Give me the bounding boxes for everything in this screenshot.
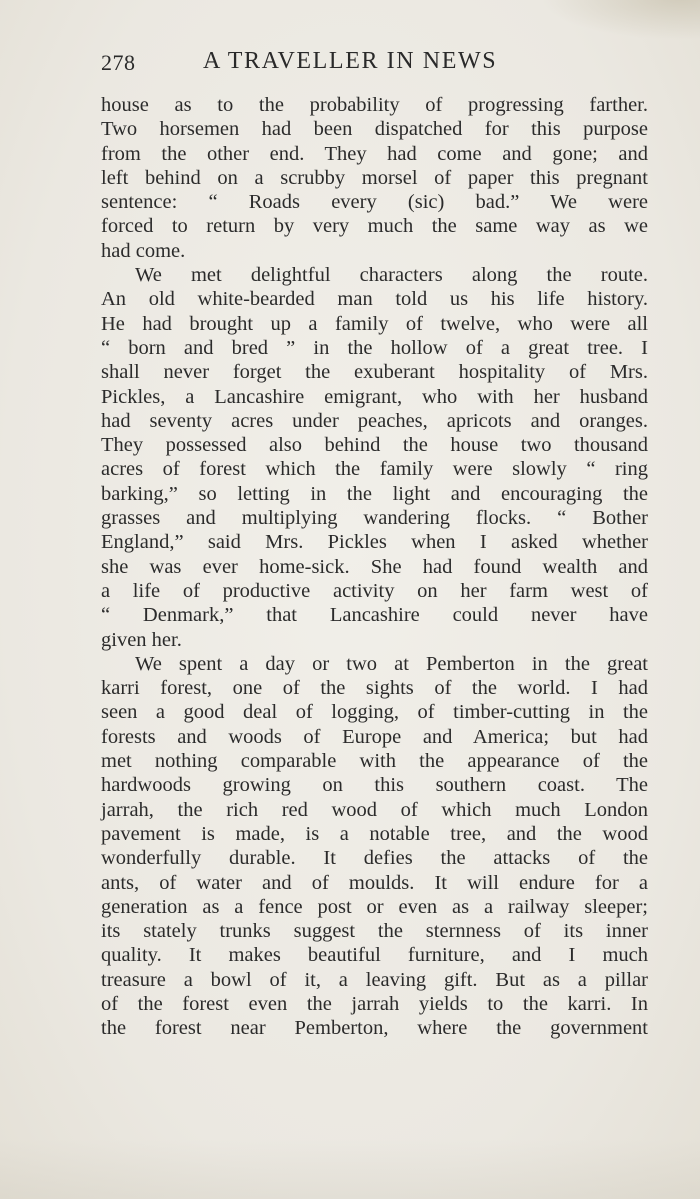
text-line: its stately trunks suggest the sternness of its inner bbox=[101, 920, 648, 943]
text-line: sentence: “ Roads every (sic) bad.” We were bbox=[101, 191, 648, 214]
text-line: hardwoods growing on this southern coast. The bbox=[101, 774, 648, 797]
text-line: Two horsemen had been dispatched for this purpose bbox=[101, 118, 648, 141]
text-line: forced to return by very much the same way as we bbox=[101, 215, 648, 238]
text-line: forests and woods of Europe and America; but had bbox=[101, 725, 648, 748]
page-shadow bbox=[0, 1139, 700, 1199]
text-line: acres of forest which the family were slowly “ ring bbox=[101, 458, 648, 481]
text-line: They possessed also behind the house two thousand bbox=[101, 434, 648, 457]
text-line: We spent a day or two at Pemberton in the great bbox=[135, 652, 648, 675]
running-head bbox=[101, 46, 651, 78]
text-line: met nothing comparable with the appearance of the bbox=[101, 750, 648, 773]
text-line: barking,” so letting in the light and encouraging the bbox=[101, 482, 648, 505]
text-line: left behind on a scrubby morsel of paper this pregnant bbox=[101, 166, 648, 189]
text-line: given her. bbox=[101, 628, 182, 651]
text-line: seen a good deal of logging, of timber-cutting in the bbox=[101, 701, 648, 724]
text-line: An old white-bearded man told us his life history. bbox=[101, 288, 648, 311]
text-line: treasure a bowl of it, a leaving gift. But as a pillar bbox=[101, 968, 648, 991]
text-line: Pickles, a Lancashire emigrant, who with her husband bbox=[101, 385, 648, 408]
text-line: she was ever home-sick. She had found wealth and bbox=[101, 555, 648, 578]
page-number: 278 bbox=[101, 50, 136, 75]
text-line: from the other end. They had come and gone; and bbox=[101, 142, 648, 165]
book-title: A TRAVELLER IN NEWS bbox=[203, 48, 498, 74]
text-line: the forest near Pemberton, where the government bbox=[101, 1017, 648, 1040]
text-line: a life of productive activity on her farm west of bbox=[101, 579, 648, 602]
text-line: ants, of water and of moulds. It will endure for a bbox=[101, 871, 648, 894]
text-line: of the forest even the jarrah yields to the karri. In bbox=[101, 992, 648, 1015]
body-text bbox=[101, 93, 648, 1041]
text-line: quality. It makes beautiful furniture, and I much bbox=[101, 944, 648, 967]
text-line: “ Denmark,” that Lancashire could never have bbox=[101, 604, 648, 627]
text-line: had seventy acres under peaches, apricots and oranges. bbox=[101, 409, 648, 432]
text-line: England,” said Mrs. Pickles when I asked whether bbox=[101, 531, 648, 554]
text-line: pavement is made, is a notable tree, and the wood bbox=[101, 822, 648, 845]
text-line: grasses and multiplying wandering flocks. “ Bother bbox=[101, 507, 648, 530]
text-line: wonderfully durable. It defies the attacks of the bbox=[101, 847, 648, 870]
text-line: jarrah, the rich red wood of which much London bbox=[101, 798, 648, 821]
text-line: generation as a fence post or even as a railway sleeper; bbox=[101, 895, 648, 918]
text-line: He had brought up a family of twelve, who were all bbox=[101, 312, 648, 335]
text-line: shall never forget the exuberant hospitality of Mrs. bbox=[101, 361, 648, 384]
page-stain bbox=[540, 0, 700, 40]
text-line: “ born and bred ” in the hollow of a great tree. I bbox=[101, 336, 648, 359]
text-line: had come. bbox=[101, 239, 186, 262]
text-line: karri forest, one of the sights of the world. I had bbox=[101, 677, 648, 700]
text-line: We met delightful characters along the route. bbox=[135, 264, 648, 287]
text-line: house as to the probability of progressing farther. bbox=[101, 94, 648, 116]
